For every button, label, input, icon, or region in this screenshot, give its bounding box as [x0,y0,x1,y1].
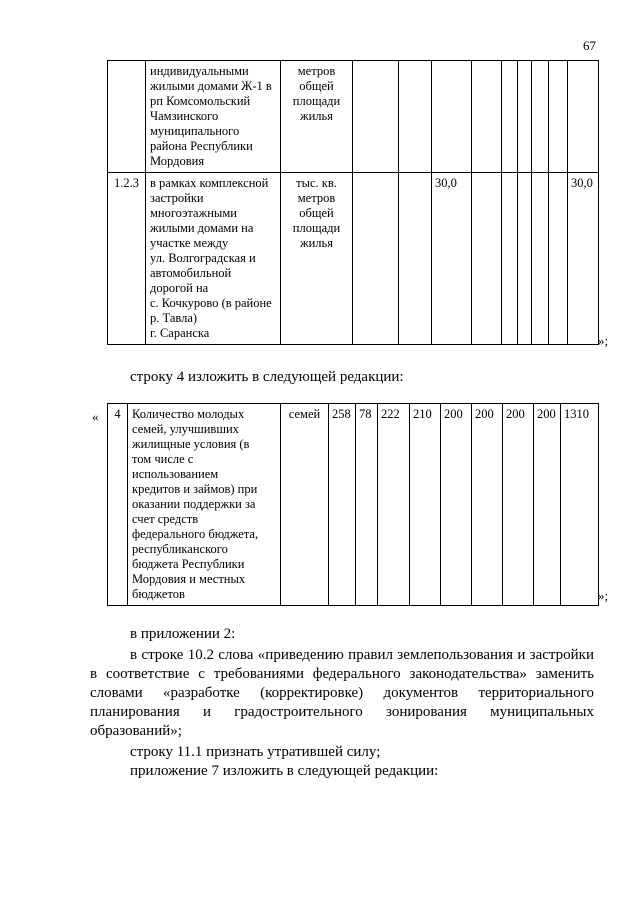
opening-quote-mark: « [92,409,99,424]
value-cell [549,173,568,345]
value-cell [353,61,399,173]
name-line: с. Кочкурово (в районе [150,296,272,310]
closing-quote-mark: »; [598,333,609,348]
unit-line: тыс. кв. [296,176,337,190]
name-line: семей, улучшивших [132,422,239,436]
paragraph-line: образований»; [90,723,182,739]
value-cell: 78 [356,404,378,606]
paragraph-line: планирования и градостроительного зонирования муниципальных [90,704,594,720]
value-cell [568,61,599,173]
value-cell [353,173,399,345]
value-cell: 222 [378,404,410,606]
value-cell: 200 [441,404,472,606]
name-line: муниципального [150,124,240,138]
name-line: федерального бюджета, [132,527,259,541]
unit-line: площади [292,94,341,108]
value-cell: 258 [329,404,356,606]
annex-2-heading: в приложении 2: [130,626,236,642]
paragraph-line: в строке 10.2 слова «приведению правил землепользования и застройки [130,647,594,663]
unit-line: общей [299,206,334,220]
table-row [108,173,599,345]
name-line: рп Комсомольский [150,94,251,108]
table-continuation [107,60,599,345]
value-cell: 200 [503,404,534,606]
name-line: счет средств [132,512,199,526]
row-name [146,61,281,173]
name-line: индивидуальными [150,64,249,78]
name-line: г. Саранска [150,326,210,340]
row-unit: семей [281,404,329,606]
unit-line: метров [297,64,336,78]
value-cell [502,61,518,173]
closing-quote-mark: »; [598,588,609,603]
value-cell [472,173,502,345]
table-row [108,61,599,173]
paragraph-line: в соответствие с требованиями федерального законодательства» заменить [90,666,594,682]
name-line: кредитов и займов) при [132,482,258,496]
unit-line: общей [299,79,334,93]
line-11-1: строку 11.1 признать утратившей силу; [130,744,381,760]
name-line: многоэтажными [150,206,237,220]
name-line: района Республики [150,139,253,153]
value-cell [399,61,432,173]
paragraph-10-2 [90,646,594,741]
name-line: дорогой на [150,281,209,295]
value-cell [399,173,432,345]
paragraph-line: словами «разработке (корректировке) документов территориального [90,685,594,701]
name-line: использованием [132,467,219,481]
row-number: 4 [108,404,128,606]
name-line: жилыми домами на [150,221,254,235]
value-cell [532,61,549,173]
unit-line: площади [292,221,341,235]
name-line: жилыми домами Ж-1 в [150,79,272,93]
name-line: в рамках комплексной [150,176,269,190]
name-line: республиканского [132,542,228,556]
row-number [108,61,146,173]
value-cell [472,61,502,173]
name-line: автомобильной [150,266,232,280]
value-cell [518,173,532,345]
name-line: застройки [150,191,204,205]
value-cell: 200 [534,404,561,606]
name-line: участке между [150,236,229,250]
name-line: бюджета Республики [132,557,245,571]
name-line: том числе с [132,452,194,466]
name-line: ул. Волгоградская и [150,251,256,265]
name-line: Чамзинского [150,109,219,123]
row-name [146,173,281,345]
name-line: Мордовия [150,154,205,168]
row-name [128,404,281,606]
value-cell: 200 [472,404,503,606]
unit-line: метров [297,191,336,205]
name-line: жилищные условия (в [132,437,250,451]
unit-line: жилья [299,236,333,250]
value-cell [432,61,472,173]
name-line: бюджетов [132,587,185,601]
value-cell: 30,0 [432,173,472,345]
value-cell: 30,0 [568,173,599,345]
value-cell [518,61,532,173]
table-row [108,404,599,606]
row-unit [281,173,353,345]
page-number: 67 [583,38,596,53]
value-cell [549,61,568,173]
instruction-line: строку 4 изложить в следующей редакции: [130,369,404,385]
name-line: Количество молодых [132,407,245,421]
row-unit [281,61,353,173]
name-line: Мордовия и местных [132,572,246,586]
value-cell: 210 [410,404,441,606]
annex-7-heading: приложение 7 изложить в следующей редакции: [130,763,439,779]
table-row-4 [107,403,599,606]
value-cell [502,173,518,345]
row-number: 1.2.3 [108,173,146,345]
value-cell: 1310 [561,404,599,606]
value-cell [532,173,549,345]
unit-line: жилья [299,109,333,123]
name-line: оказании поддержки за [132,497,256,511]
name-line: р. Тавла) [150,311,198,325]
